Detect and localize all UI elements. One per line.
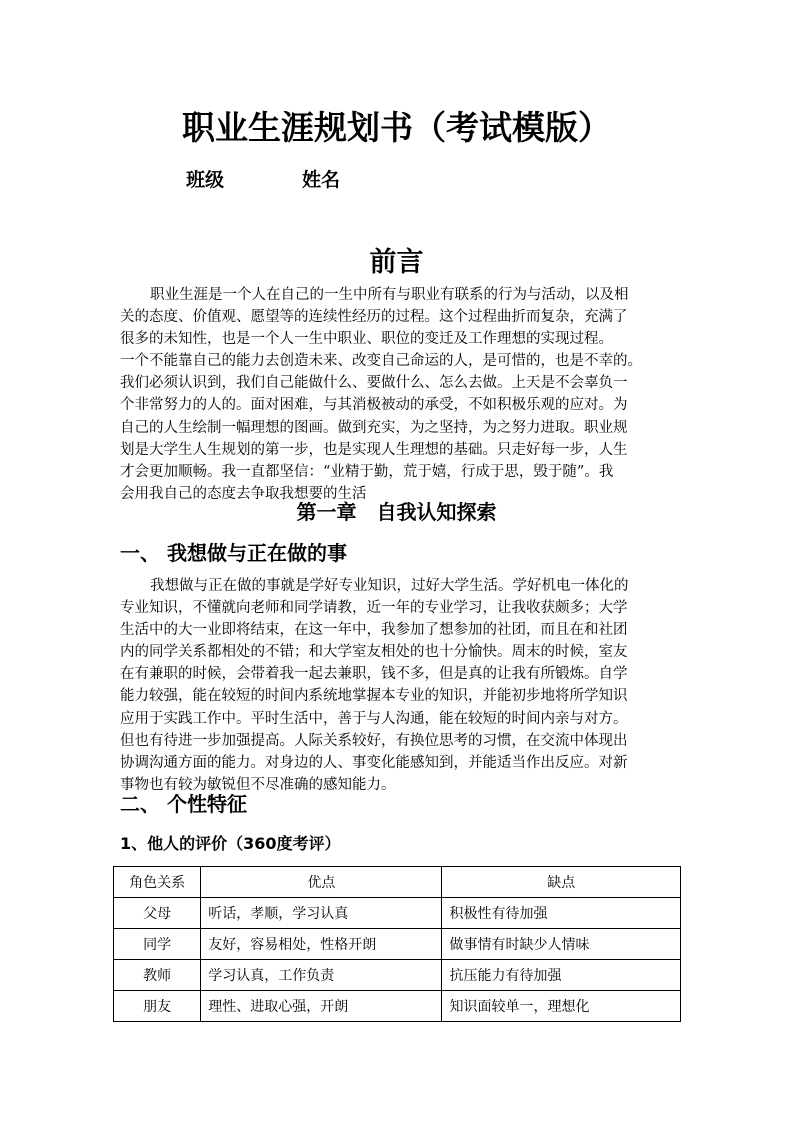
preface-heading: 前言 — [369, 247, 424, 278]
cell-pros: 听话，孝顺，学习认真 — [201, 898, 442, 929]
cell-pros: 理性、进取心强，开朗 — [201, 991, 442, 1022]
preface-paragraph — [120, 284, 676, 505]
preface-line: 关的态度、价值观、愿望等的连续性经历的过程。这个过程曲折而复杂，充满了 — [120, 309, 628, 326]
section-heading: 一、 我想做与正在做的事 — [120, 541, 347, 565]
table-row — [114, 960, 681, 991]
preface-line: 我们必须认识到，我们自己能做什么、要做什么、怎么去做。上天是不会辜负一 — [120, 375, 628, 392]
section1-line: 内的同学关系都相处的不错；和大学室友相处的也十分愉快。周末的时候，室友 — [120, 644, 628, 661]
section1-line: 但也有待进一步加强提高。人际关系较好，有换位思考的习惯，在交流中体现出 — [120, 732, 628, 749]
preface-line: 职业生涯是一个人在自己的一生中所有与职业有联系的行为与活动，以及相 — [150, 287, 629, 303]
cell-role: 教师 — [114, 960, 201, 991]
cell-role: 朋友 — [114, 991, 201, 1022]
table-row — [114, 898, 681, 929]
section1-line: 在有兼职的时候，会带着我一起去兼职，钱不多，但是真的让我有所锻炼。自学 — [120, 666, 628, 683]
name-label: 姓名 — [302, 169, 341, 191]
section1-paragraph — [120, 575, 676, 796]
section1-line: 协调沟通方面的能力。对身边的人、事变化能感知到，并能适当作出反应。对新 — [120, 754, 628, 771]
preface-line: 会用我自己的态度去争取我想要的生活 — [120, 485, 367, 502]
cell-cons: 积极性有待加强 — [442, 898, 681, 929]
preface-line: 划是大学生人生规划的第一步，也是实现人生理想的基础。只走好每一步，人生 — [120, 441, 628, 458]
subsection-heading: 1、他人的评价（360度考评） — [120, 834, 341, 853]
section1-line: 专业知识，不懂就向老师和同学请教，近一年的专业学习，让我收获颇多；大学 — [120, 600, 628, 617]
cell-role: 同学 — [114, 929, 201, 960]
table-header-row — [114, 867, 681, 898]
preface-line: 自己的人生绘制一幅理想的图画。做到充实，为之坚持，为之努力进取。职业规 — [120, 419, 628, 436]
section1-line: 能力较强，能在较短的时间内系统地掌握本专业的知识，并能初步地将所学知识 — [120, 688, 628, 705]
column-header-pros: 优点 — [201, 867, 442, 898]
column-header-role: 角色关系 — [114, 867, 201, 898]
section1-line: 生活中的大一业即将结束，在这一年中，我参加了想参加的社团，而且在和社团 — [120, 622, 628, 639]
cell-pros: 友好，容易相处，性格开朗 — [201, 929, 442, 960]
section1-line: 事物也有较为敏锐但不尽准确的感知能力。 — [120, 776, 396, 793]
cell-cons: 抗压能力有待加强 — [442, 960, 681, 991]
preface-line: 一个不能靠自己的能力去创造未来、改变自己命运的人，是可惜的，也是不幸的。 — [120, 353, 642, 370]
table-row — [114, 929, 681, 960]
class-label: 班级 — [186, 169, 225, 191]
preface-line: 个非常努力的人的。面对困难，与其消极被动的承受，不如积极乐观的应对。为 — [120, 397, 628, 414]
preface-line: 才会更加顺畅。我一直都坚信：“业精于勤，荒于嬉，行成于思，毁于随”。我 — [120, 463, 614, 480]
cell-cons: 做事情有时缺少人情味 — [442, 929, 681, 960]
evaluation-table — [113, 866, 681, 1022]
table-row — [114, 991, 681, 1022]
cell-role: 父母 — [114, 898, 201, 929]
cell-pros: 学习认真，工作负责 — [201, 960, 442, 991]
section1-line: 应用于实践工作中。平时生活中，善于与人沟通，能在较短的时间内亲与对方。 — [120, 710, 628, 727]
document-title: 职业生涯规划书（考试模版） — [182, 108, 611, 147]
column-header-cons: 缺点 — [442, 867, 681, 898]
cell-cons: 知识面较单一，理想化 — [442, 991, 681, 1022]
section1-line: 我想做与正在做的事就是学好专业知识，过好大学生活。学好机电一体化的 — [150, 578, 629, 594]
preface-line: 很多的未知性，也是一个人一生中职业、职位的变迁及工作理想的实现过程。 — [120, 331, 613, 348]
section-heading: 二、 个性特征 — [120, 792, 247, 816]
chapter-heading: 第一章 自我认知探索 — [296, 500, 497, 524]
